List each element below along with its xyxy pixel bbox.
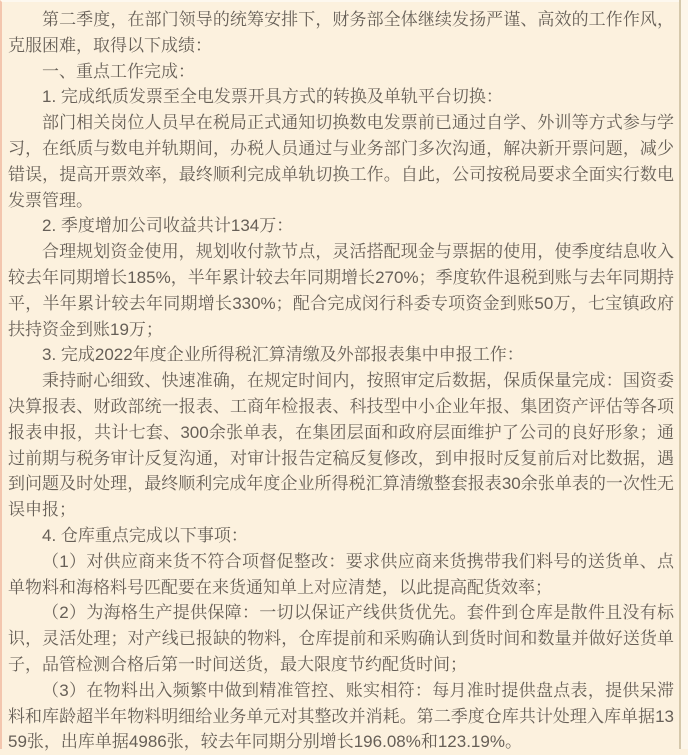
item-4-sub-2: （2）为海格生产提供保障：一切以保证产线供货优先。套件到仓库是散件且没有标识，灵活处理；对产线已报缺的物料，仓库提前和采购确认到货时间和数量并做好送货单子，品管检测合格后第一时间送货，最大限度节约配货时间； [8, 603, 674, 674]
intro-paragraph: 第二季度，在部门领导的统筹安排下，财务部全体继续发扬严谨、高效的工作作风，克服困难，取得以下成绩： [8, 10, 674, 55]
item-4-sub-3: （3）在物料出入频繁中做到精准管控、账实相符：每月准时提供盘点表，提供呆滞料和库龄超半年物料明细给业务单元对其整改并消耗。第二季度仓库共计处理入库单据1359张，出库单据4986张，较去年同期分别增长196.08%和123.19%。 [8, 680, 674, 752]
item-1-body: 部门相关岗位人员早在税局正式通知切换数电发票前已通过自学、外训等方式参与学习，在纸质与数电并轨期间，办税人员通过与业务部门多次沟通，解决新开票问题，减少错误，提高开票效率，最终顺利完成单轨切换工作。自此，公司按税局要求全面实行数电发票管理。 [8, 113, 674, 210]
item-2-heading: 2. 季度增加公司收益共计134万： [42, 216, 294, 236]
item-4-sub-1: （1）对供应商来货不符合项督促整改：要求供应商来货携带我们料号的送货单、点单物料和海格料号匹配要在来货通知单上对应清楚，以此提高配货效率； [8, 551, 674, 597]
item-3-heading: 3. 完成2022年度企业所得税汇算清缴及外部报表集中申报工作： [42, 345, 524, 365]
right-gutter [681, 0, 688, 749]
item-4-heading: 4. 仓库重点完成以下事项： [42, 525, 248, 545]
section-1-heading: 一、重点工作完成： [42, 61, 195, 81]
item-2-body: 合理规划资金使用，规划收付款节点，灵活搭配现金与票据的使用，使季度结息收入较去年同期增长185%，半年累计较去年同期增长270%；季度软件退税到账与去年同期持平，半年累计较去年同期增长330%；配合完成闵行科委专项资金到账50万，七宝镇政府扶持资金到账19万； [8, 242, 674, 339]
item-1-heading: 1. 完成纸质发票至全电发票开具方式的转换及单轨平台切换： [42, 87, 503, 107]
item-3-body: 秉持耐心细致、快速准确，在规定时间内，按照审定后数据，保质保量完成：国资委决算报表、财政部统一报表、工商年检报表、科技型中小企业年报、集团资产评估等各项报表申报，共计七套、300余张单表，在集团层面和政府层面维护了公司的良好形象；通过前期与税务审计反复沟通，对审计报告定稿反复修改，到申报时反复前后对比数据，遇到问题及时处理，最终顺利完成年度企业所得税汇算清缴整套报表30余张单表的一次性无误申报； [8, 371, 674, 520]
